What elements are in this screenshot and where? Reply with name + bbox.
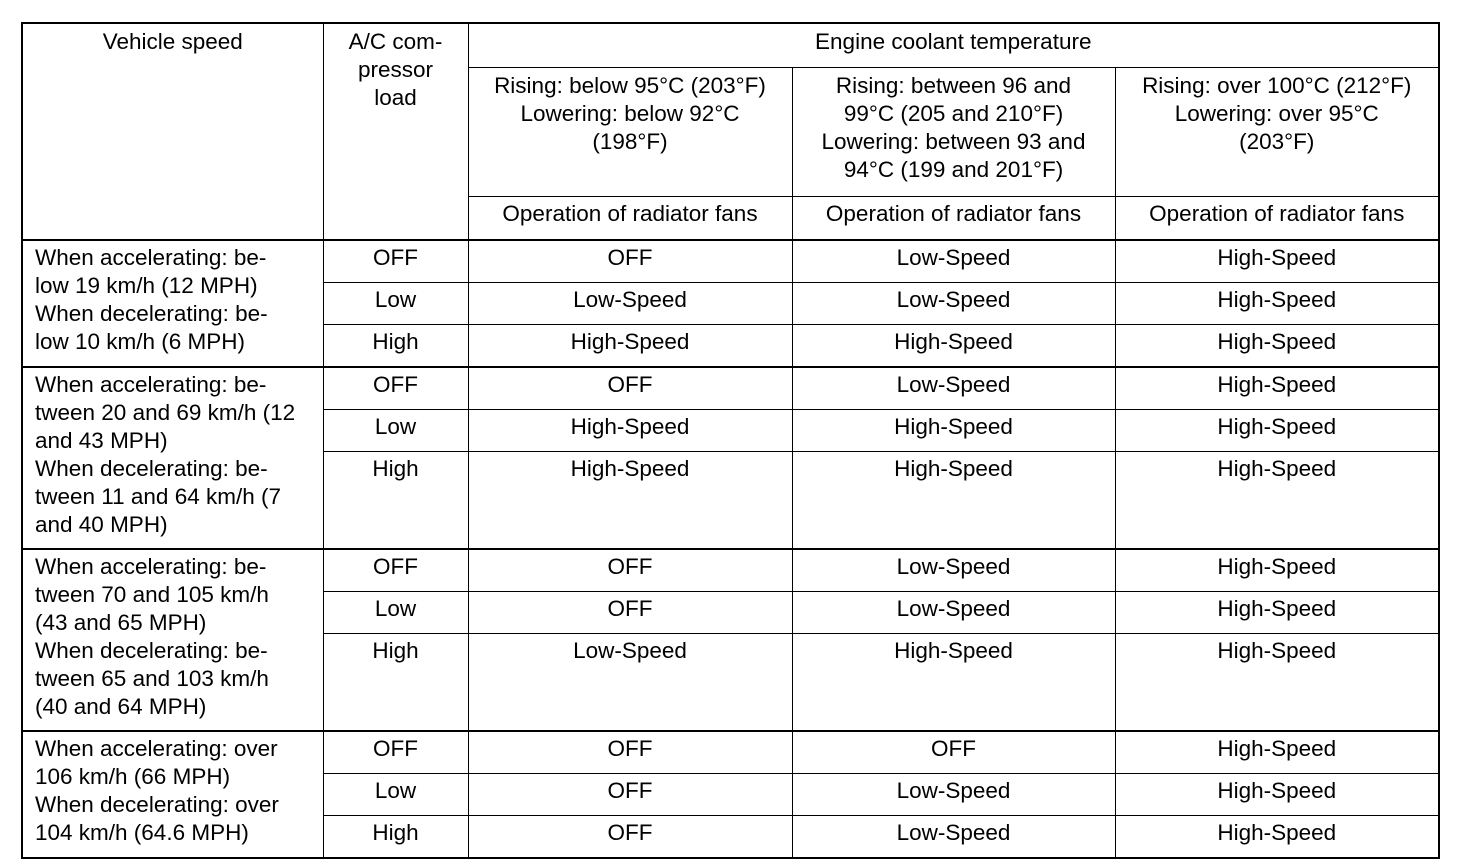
fan-operation-cell: Low-Speed xyxy=(792,592,1115,634)
temp-range-line: Rising: over 100°C (212°F) xyxy=(1142,73,1412,98)
ac-load-cell: Low xyxy=(323,283,468,325)
fan-operation-cell: Low-Speed xyxy=(792,240,1115,283)
temp-range-line: (198°F) xyxy=(592,129,668,154)
coolant-temp-header xyxy=(468,23,1439,68)
fan-operation-cell: OFF xyxy=(468,592,792,634)
table-row xyxy=(22,731,1439,774)
speed-condition-line: When decelerating: over xyxy=(35,792,279,817)
speed-condition-cell xyxy=(22,240,323,367)
fan-operation-cell: High-Speed xyxy=(1115,452,1439,550)
fan-operation-cell: OFF xyxy=(468,731,792,774)
vehicle-speed-header-text: Vehicle speed xyxy=(102,29,243,54)
speed-condition-line: and 40 MPH) xyxy=(35,512,168,537)
ac-load-cell: OFF xyxy=(323,367,468,410)
ac-load-cell: High xyxy=(323,634,468,732)
speed-condition-line: When decelerating: be- xyxy=(35,456,268,481)
ac-load-header-line: A/C com- xyxy=(348,29,443,54)
fan-operation-cell: OFF xyxy=(468,240,792,283)
fan-operation-cell: Low-Speed xyxy=(792,816,1115,859)
fan-operation-cell: Low-Speed xyxy=(468,283,792,325)
fan-operation-cell: OFF xyxy=(792,731,1115,774)
fan-operation-cell: High-Speed xyxy=(1115,325,1439,368)
fan-operation-cell: High-Speed xyxy=(792,634,1115,732)
fan-operation-cell: High-Speed xyxy=(1115,774,1439,816)
fan-operation-cell: Low-Speed xyxy=(468,634,792,732)
fan-operation-cell: High-Speed xyxy=(1115,816,1439,859)
operation-header: Operation of radiator fans xyxy=(468,197,792,241)
ac-load-cell: High xyxy=(323,325,468,368)
ac-load-header-line: load xyxy=(374,85,417,110)
speed-condition-line: low 10 km/h (6 MPH) xyxy=(35,329,246,354)
speed-condition-line: tween 20 and 69 km/h (12 xyxy=(35,400,296,425)
table-body xyxy=(22,23,1439,858)
fan-operation-cell: OFF xyxy=(468,774,792,816)
temp-range-line: 94°C (199 and 201°F) xyxy=(843,157,1064,182)
ac-load-cell: High xyxy=(323,816,468,859)
ac-load-cell: High xyxy=(323,452,468,550)
temp-range-line: Lowering: below 92°C xyxy=(520,101,740,126)
fan-operation-cell: High-Speed xyxy=(468,410,792,452)
fan-operation-cell: High-Speed xyxy=(1115,410,1439,452)
ac-load-cell: OFF xyxy=(323,549,468,592)
coolant-temp-header-text: Engine coolant temperature xyxy=(815,29,1092,54)
fan-operation-cell: High-Speed xyxy=(792,410,1115,452)
speed-condition-line: (43 and 65 MPH) xyxy=(35,610,207,635)
fan-operation-cell: Low-Speed xyxy=(792,367,1115,410)
operation-header: Operation of radiator fans xyxy=(792,197,1115,241)
temp-range-line: Lowering: between 93 and xyxy=(821,129,1086,154)
fan-operation-cell: High-Speed xyxy=(1115,549,1439,592)
header-row-1 xyxy=(22,23,1439,68)
speed-condition-line: tween 11 and 64 km/h (7 xyxy=(35,484,281,509)
fan-operation-cell: OFF xyxy=(468,549,792,592)
speed-condition-line: When accelerating: over xyxy=(35,736,278,761)
temp-range-line: Rising: between 96 and xyxy=(835,73,1072,98)
speed-condition-cell xyxy=(22,549,323,731)
ac-load-cell: OFF xyxy=(323,731,468,774)
speed-condition-line: When accelerating: be- xyxy=(35,554,267,579)
fan-operation-cell: OFF xyxy=(468,816,792,859)
temp-range-high xyxy=(1115,68,1439,197)
temp-range-line: 99°C (205 and 210°F) xyxy=(843,101,1064,126)
fan-operation-cell: Low-Speed xyxy=(792,283,1115,325)
fan-operation-cell: High-Speed xyxy=(1115,634,1439,732)
speed-condition-line: 106 km/h (66 MPH) xyxy=(35,764,231,789)
temp-range-mid xyxy=(792,68,1115,197)
speed-condition-cell xyxy=(22,367,323,549)
ac-load-cell: Low xyxy=(323,774,468,816)
table-row xyxy=(22,367,1439,410)
temp-range-low xyxy=(468,68,792,197)
ac-load-cell: Low xyxy=(323,592,468,634)
fan-operation-cell: High-Speed xyxy=(792,325,1115,368)
temp-range-line: (203°F) xyxy=(1239,129,1315,154)
speed-condition-line: 104 km/h (64.6 MPH) xyxy=(35,820,249,845)
ac-load-cell: OFF xyxy=(323,240,468,283)
operation-header: Operation of radiator fans xyxy=(1115,197,1439,241)
vehicle-speed-header xyxy=(22,23,323,240)
speed-condition-cell xyxy=(22,731,323,858)
fan-operation-cell: High-Speed xyxy=(1115,592,1439,634)
speed-condition-line: (40 and 64 MPH) xyxy=(35,694,207,719)
temp-range-line: Lowering: over 95°C xyxy=(1174,101,1379,126)
speed-condition-line: tween 70 and 105 km/h xyxy=(35,582,269,607)
ac-load-cell: Low xyxy=(323,410,468,452)
fan-operation-cell: High-Speed xyxy=(1115,283,1439,325)
speed-condition-line: When accelerating: be- xyxy=(35,372,267,397)
fan-operation-cell: Low-Speed xyxy=(792,549,1115,592)
radiator-fan-operation-table xyxy=(21,22,1440,859)
fan-operation-cell: High-Speed xyxy=(1115,367,1439,410)
speed-condition-line: When decelerating: be- xyxy=(35,638,268,663)
speed-condition-line: tween 65 and 103 km/h xyxy=(35,666,269,691)
fan-operation-cell: High-Speed xyxy=(1115,731,1439,774)
fan-operation-cell: High-Speed xyxy=(792,452,1115,550)
fan-operation-cell: OFF xyxy=(468,367,792,410)
speed-condition-line: When accelerating: be- xyxy=(35,245,267,270)
fan-operation-cell: Low-Speed xyxy=(792,774,1115,816)
ac-load-header-line: pressor xyxy=(357,57,434,82)
temp-range-line: Rising: below 95°C (203°F) xyxy=(494,73,766,98)
speed-condition-line: low 19 km/h (12 MPH) xyxy=(35,273,258,298)
speed-condition-line: and 43 MPH) xyxy=(35,428,168,453)
fan-operation-cell: High-Speed xyxy=(1115,240,1439,283)
table-row xyxy=(22,240,1439,283)
ac-load-header xyxy=(323,23,468,240)
fan-operation-cell: High-Speed xyxy=(468,325,792,368)
speed-condition-line: When decelerating: be- xyxy=(35,301,268,326)
table-row xyxy=(22,549,1439,592)
fan-operation-cell: High-Speed xyxy=(468,452,792,550)
